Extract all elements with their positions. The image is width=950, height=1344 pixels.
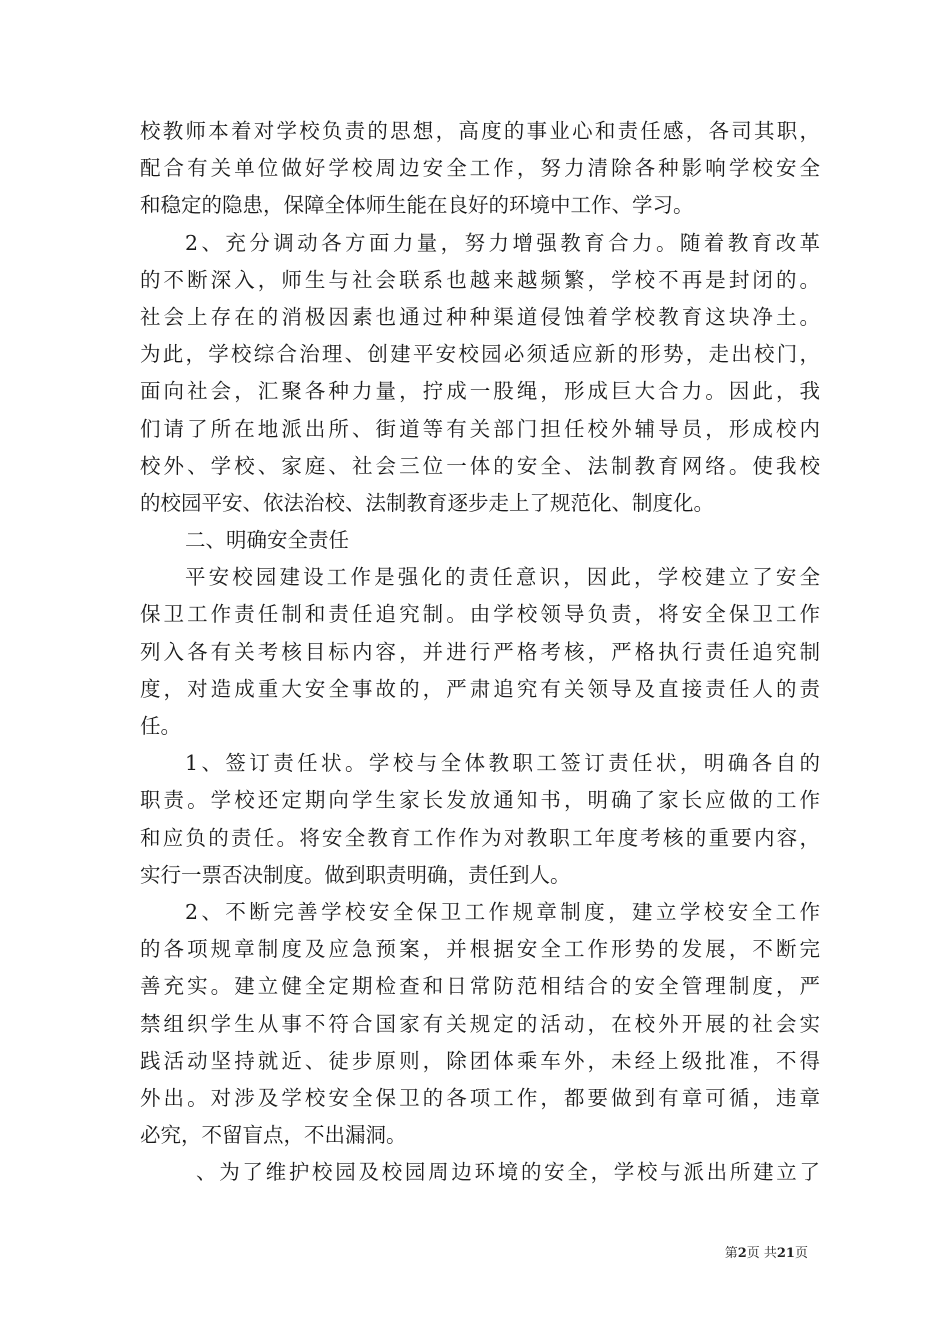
text-line: 2、不断完善学校安全保卫工作规章制度，建立学校安全工作 bbox=[185, 899, 820, 924]
text-line: 2、充分调动各方面力量，努力增强教育合力。随着教育改革 bbox=[185, 230, 820, 255]
text-line: 和应负的责任。将安全教育工作作为对教职工年度考核的重要内容， bbox=[140, 825, 820, 850]
text-line: 践活动坚持就近、徒步原则，除团体乘车外，未经上级批准，不得 bbox=[140, 1048, 820, 1073]
text-line: 们请了所在地派出所、街道等有关部门担任校外辅导员，形成校内 bbox=[140, 416, 820, 441]
text-line: 的不断深入，师生与社会联系也越来越频繁，学校不再是封闭的。 bbox=[140, 267, 820, 292]
footer-middle: 页 共 bbox=[746, 1246, 777, 1261]
text-line: 的校园平安、依法治校、法制教育逐步走上了规范化、制度化。 bbox=[140, 490, 714, 515]
text-line: 、为了维护校园及校园周边环境的安全，学校与派出所建立了 bbox=[196, 1160, 820, 1185]
text-line: 平安校园建设工作是强化的责任意识，因此，学校建立了安全 bbox=[185, 565, 820, 590]
text-line: 任。 bbox=[140, 714, 181, 738]
document-body bbox=[140, 113, 820, 1191]
text-line: 禁组织学生从事不符合国家有关规定的活动，在校外开展的社会实 bbox=[140, 1011, 820, 1036]
text-line: 1、签订责任状。学校与全体教职工签订责任状，明确各自的 bbox=[185, 751, 820, 776]
text-line: 善充实。建立健全定期检查和日常防范相结合的安全管理制度，严 bbox=[140, 974, 820, 999]
text-line: 职责。学校还定期向学生家长发放通知书，明确了家长应做的工作 bbox=[140, 788, 820, 813]
text-line: 保卫工作责任制和责任追究制。由学校领导负责，将安全保卫工作 bbox=[140, 602, 820, 627]
footer-total-pages: 21 bbox=[776, 1246, 795, 1261]
text-line: 社会上存在的消极因素也通过种种渠道侵蚀着学校教育这块净土。 bbox=[140, 304, 820, 329]
text-line: 为此，学校综合治理、创建平安校园必须适应新的形势，走出校门， bbox=[140, 342, 820, 367]
footer-page-number: 2 bbox=[737, 1246, 747, 1261]
text-line: 列入各有关考核目标内容，并进行严格考核，严格执行责任追究制 bbox=[140, 639, 820, 664]
text-line: 校外、学校、家庭、社会三位一体的安全、法制教育网络。使我校 bbox=[140, 453, 820, 478]
page-footer bbox=[0, 1245, 808, 1263]
text-line: 和稳定的隐患，保障全体师生能在良好的环境中工作、学习。 bbox=[140, 193, 694, 218]
text-line: 面向社会，汇聚各种力量，拧成一股绳，形成巨大合力。因此，我 bbox=[140, 379, 820, 404]
text-line: 的各项规章制度及应急预案，并根据安全工作形势的发展，不断完 bbox=[140, 937, 820, 962]
text-line: 外出。对涉及学校安全保卫的各项工作，都要做到有章可循，违章 bbox=[140, 1085, 820, 1110]
text-line: 度，对造成重大安全事故的，严肃追究有关领导及直接责任人的责 bbox=[140, 676, 820, 701]
text-line: 实行一票否决制度。做到职责明确，责任到人。 bbox=[140, 862, 571, 887]
text-line: 校教师本着对学校负责的思想，高度的事业心和责任感，各司其职， bbox=[140, 119, 820, 143]
text-line: 二、明确安全责任 bbox=[185, 528, 349, 553]
text-line: 配合有关单位做好学校周边安全工作，努力清除各种影响学校安全 bbox=[140, 156, 820, 181]
footer-suffix: 页 bbox=[794, 1246, 808, 1261]
text-line: 必究，不留盲点，不出漏洞。 bbox=[140, 1123, 407, 1148]
footer-prefix: 第 bbox=[724, 1246, 738, 1261]
